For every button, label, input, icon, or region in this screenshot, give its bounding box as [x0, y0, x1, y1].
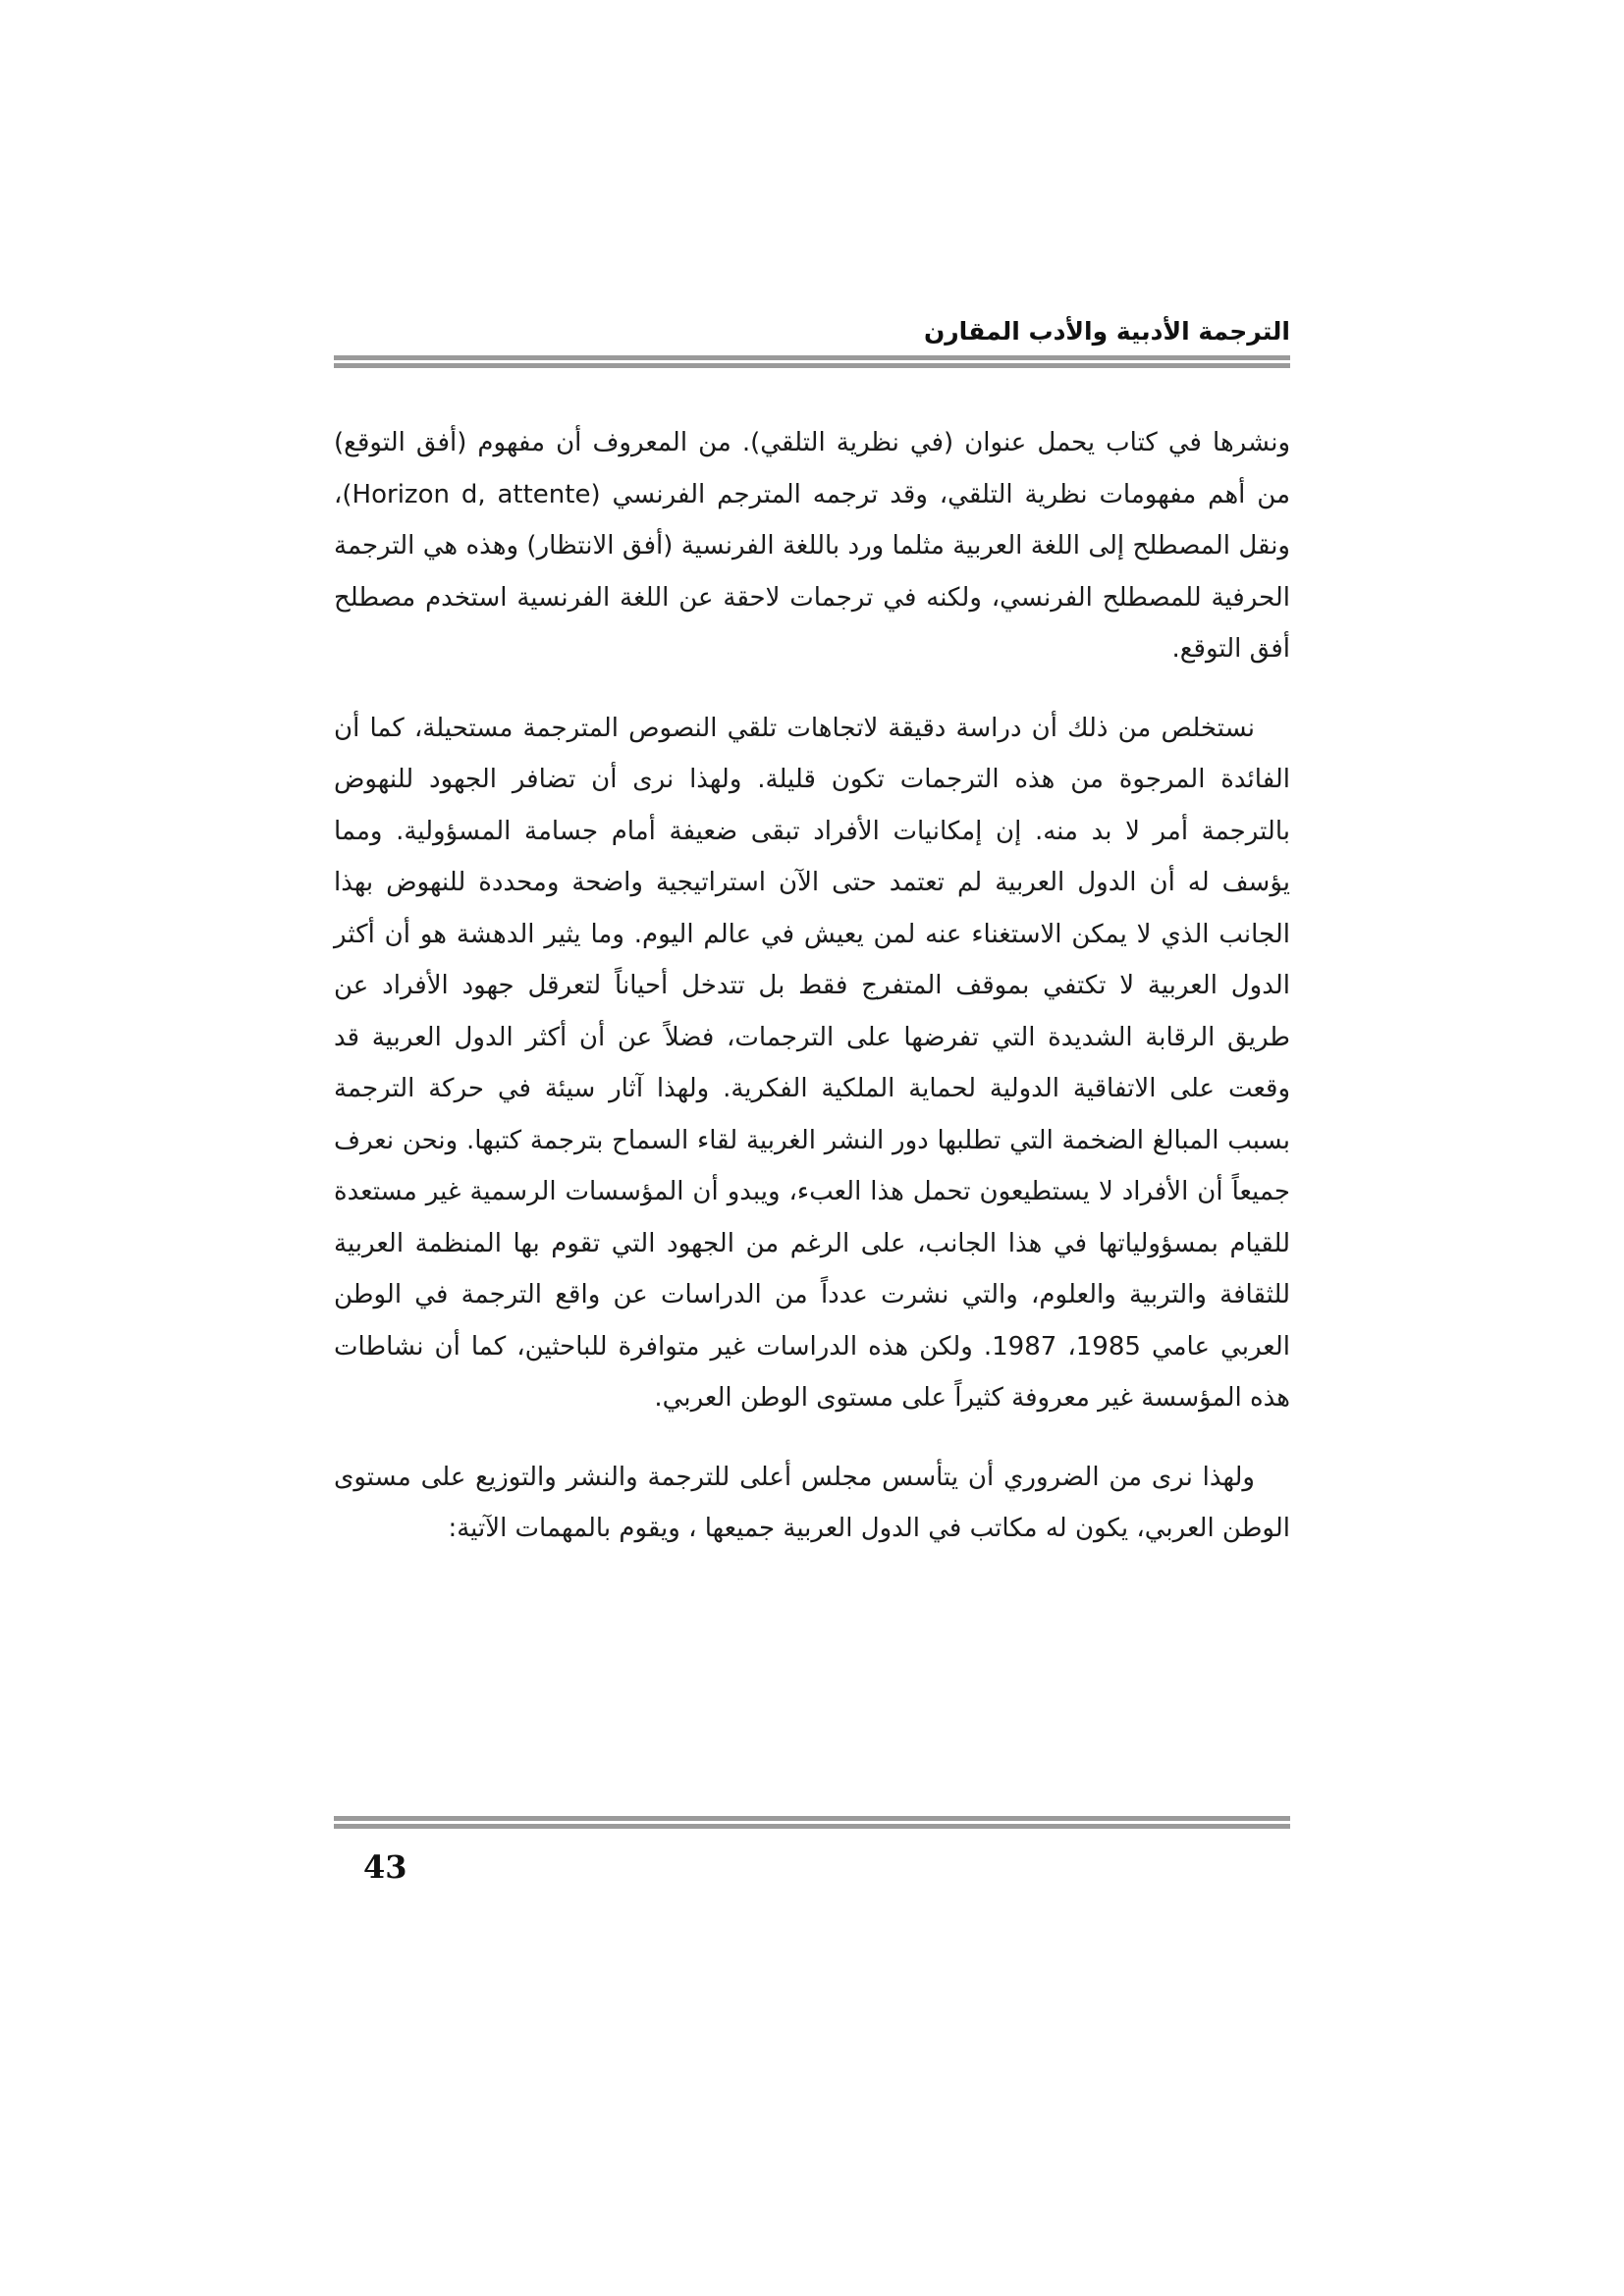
paragraph-3: ولهذا نرى من الضروري أن يتأسس مجلس أعلى للترجمة والنشر والتوزيع على مستوى الوطن العربي، يكون له مكاتب في الدول العربية جميعها ، ويقوم بالمهمات الآتية:: [334, 1462, 1290, 1543]
body-text: [334, 417, 1290, 1582]
header-divider-line: [334, 363, 1290, 368]
paragraph-1: ونشرها في كتاب يحمل عنوان (في نظرية التلقي). من المعروف أن مفهوم (أفق التوقع) من أهم مفهومات نظرية التلقي، وقد ترجمه المترجم الفرنسي (Horizon d, attente)، ونقل المصطلح إلى اللغة العربية مثلما ورد باللغة الفرنسية (أفق الانتظار) وهذه هي الترجمة الحرفية للمصطلح الفرنسي، ولكنه في ترجمات لاحقة عن اللغة الفرنسية استخدم مصطلح أفق التوقع.: [334, 428, 1290, 664]
footer-divider: [334, 1816, 1290, 1832]
running-header-title: الترجمة الأدبية والأدب المقارن: [923, 317, 1290, 346]
page-number: 43: [363, 1848, 407, 1886]
header-divider-line: [334, 355, 1290, 360]
paragraph-2: نستخلص من ذلك أن دراسة دقيقة لاتجاهات تلقي النصوص المترجمة مستحيلة، كما أن الفائدة المرجوة من هذه الترجمات تكون قليلة. ولهذا نرى أن تضافر الجهود للنهوض بالترجمة أمر لا بد منه. إن إمكانيات الأفراد تبقى ضعيفة أمام جسامة المسؤولية. ومما يؤسف له أن الدول العربية لم تعتمد حتى الآن استراتيجية واضحة ومحددة للنهوض بهذا الجانب الذي لا يمكن الاستغناء عنه لمن يعيش في عالم اليوم. وما يثير الدهشة هو أن أكثر الدول العربية لا تكتفي بموقف المتفرج فقط بل تتدخل أحياناً لتعرقل جهود الأفراد عن طريق الرقابة الشديدة التي تفرضها على الترجمات، فضلاً عن أن أكثر الدول العربية قد وقعت على الاتفاقية الدولية لحماية الملكية الفكرية. ولهذا آثار سيئة في حركة الترجمة بسبب المبالغ الضخمة التي تطلبها دور النشر الغربية لقاء السماح بترجمة كتبها. ونحن نعرف جميعاً أن الأفراد لا يستطيعون تحمل هذا العبء، ويبدو أن المؤسسات الرسمية غير مستعدة للقيام بمسؤولياتها في هذا الجانب، على الرغم من الجهود التي تقوم بها المنظمة العربية للثقافة والتربية والعلوم، والتي نشرت عدداً من الدراسات عن واقع الترجمة في الوطن العربي عامي 1985، 1987. ولكن هذه الدراسات غير متوافرة للباحثين، كما أن نشاطات هذه المؤسسة غير معروفة كثيراً على مستوى الوطن العربي.: [334, 713, 1290, 1413]
footer-divider-line: [334, 1816, 1290, 1821]
footer-divider-line: [334, 1824, 1290, 1829]
header-divider: [334, 355, 1290, 371]
